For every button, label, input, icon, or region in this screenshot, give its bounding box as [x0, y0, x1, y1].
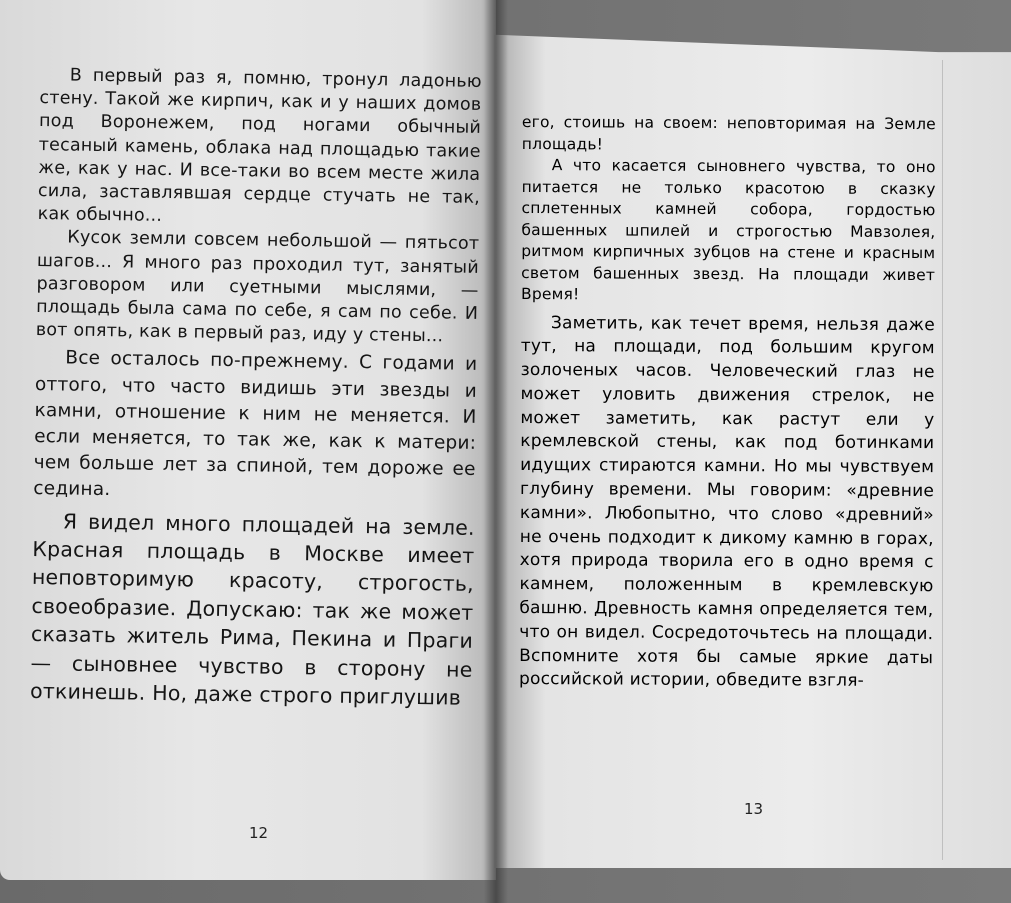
page-number-right: 13 [744, 800, 764, 818]
book-gutter [484, 0, 508, 903]
paragraph: Кусок земли совсем небольшой — пятьсот шагов... Я много раз проходил тут, занятый разговором или суетными мыслями, — площадь была сама по себе, я сам по себе. И вот опять, как в первый раз, иду у стены... [35, 227, 480, 347]
paragraph: Я видел много площадей на земле. Красная площадь в Москве имеет неповторимую красоту, строгость, своеобразие. Допускаю: так же может сказать житель Рима, Пекина и Праги — сыновнее чувство в сторону не откинешь. Но, даже строго приглушив [29, 509, 475, 710]
right-page-text [519, 112, 936, 694]
paragraph: Все осталось по-прежнему. С годами и оттого, что часто видишь эти звезды и камни, отношение к ним не меняется. И если меняется, то так же, как к матери: чем больше лет за спиной, тем дороже ее седина. [33, 347, 478, 501]
page-number-left: 12 [249, 824, 269, 842]
paragraph: В первый раз я, помню, тронул ладонью стену. Такой же кирпич, как и у наших домов под Воронежем, под ногами обычный тесаный камень, облака над площадью такие же, как у нас. И все-таки во всем месте жила сила, заставлявшая сердце стучать не так, как обычно... [37, 65, 482, 227]
left-page [0, 0, 496, 880]
left-page-text [30, 64, 482, 712]
paragraph: его, стоишь на своем: неповторимая на Земле площадь! [521, 112, 936, 153]
page-edge [942, 60, 943, 860]
paragraph: Заметить, как течет время, нельзя даже тут, на площади, под большим кругом золоченых часов. Человеческий глаз не может уловить движения стрелок, не может заметить, как растут ели у кремлевской стены, как под ботинками идущих стираются камни. Но мы чувствуем глубину времени. Мы говорим: «древние камни». Любопытно, что слово «древний» не очень подходит к дикому камню в горах, хотя природа творила его в одно время с камнем, положенным в кремлевскую башню. Древность камня определяется тем, что он видел. Сосредоточьтесь на площади. Вспомните хотя бы самые яркие даты российской истории, обведите взгля- [518, 312, 935, 692]
paragraph: А что касается сыновнего чувства, то оно питается не только красотою в сказку сплетенных камней собора, гордостью башенных шпилей и строгостью Мавзолея, ритмом кирпичных зубцов на стене и красным светом башенных звезд. На площади живет Время! [520, 156, 936, 304]
